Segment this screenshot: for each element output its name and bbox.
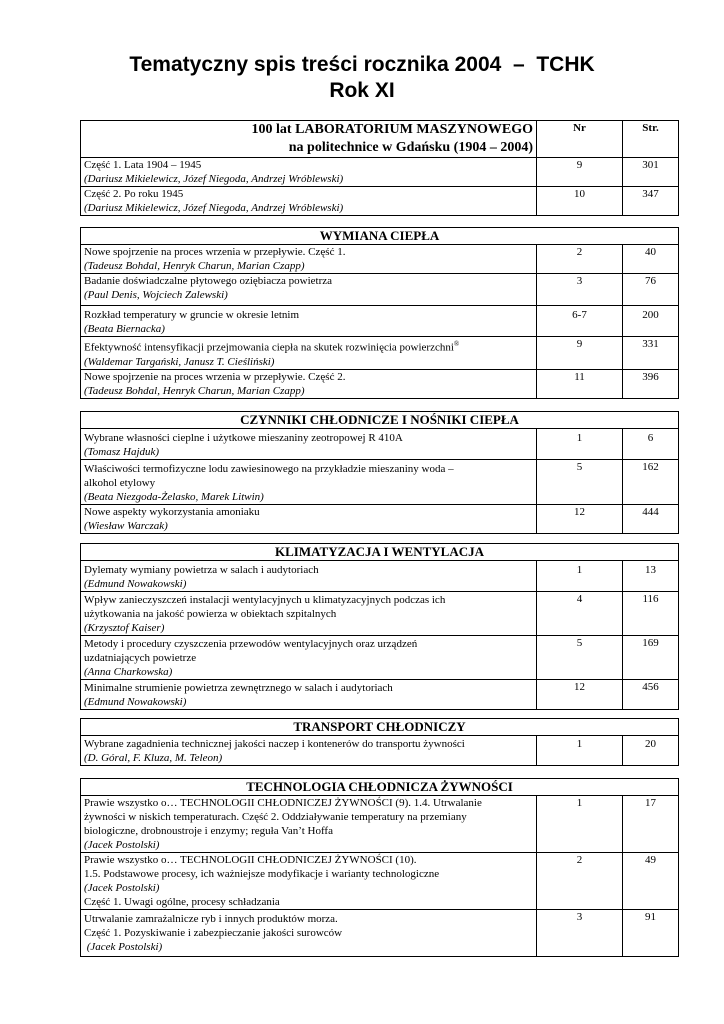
toc-entry <box>81 561 679 592</box>
entry-title: Część 2. Po roku 1945 <box>84 188 184 200</box>
entry-page: 301 <box>623 158 679 187</box>
entry-nr: 11 <box>537 369 623 398</box>
entry-nr: 5 <box>537 460 623 505</box>
entry-title: Prawie wszystko o… TECHNOLOGII CHŁODNICZEJ ŻYWNOŚCI (9). 1.4. Utrwalanie <box>84 797 482 809</box>
entry-title: Część 1. Pozyskiwanie i zabezpieczanie jakości surowców <box>84 927 343 939</box>
section-heading-line: na politechnice w Gdańsku (1904 – 2004) <box>288 140 533 155</box>
toc-entry <box>81 853 679 910</box>
toc-entry <box>81 245 679 274</box>
entry-nr: 12 <box>537 680 623 710</box>
entry-page: 396 <box>623 369 679 398</box>
entry-page: 331 <box>623 337 679 370</box>
toc-section-wymiana-ciepla <box>80 227 679 399</box>
toc-entry <box>81 306 679 337</box>
section-heading <box>81 121 537 158</box>
entry-page: 200 <box>623 306 679 337</box>
entry-title: 1.5. Podstawowe procesy, ich ważniejsze modyfikacje i warianty technologiczne <box>84 868 440 880</box>
toc-entry <box>81 796 679 853</box>
column-header-str: Str. <box>623 121 679 158</box>
section-heading: TECHNOLOGIA CHŁODNICZA ŻYWNOŚCI <box>81 779 679 796</box>
registered-mark: ® <box>453 340 460 348</box>
toc-entry <box>81 369 679 398</box>
entry-title: Część 1. Lata 1904 – 1945 <box>84 159 202 171</box>
entry-page: 6 <box>623 429 679 460</box>
toc-entry <box>81 736 679 766</box>
entry-nr: 2 <box>537 853 623 910</box>
section-heading: WYMIANA CIEPŁA <box>81 228 679 245</box>
entry-page: 444 <box>623 505 679 534</box>
entry-title: Efektywność intensyfikacji przejmowania ciepła na skutek rozwinięcia powierzchni® <box>84 340 460 354</box>
entry-page: 116 <box>623 592 679 636</box>
entry-nr: 10 <box>537 187 623 216</box>
entry-page: 91 <box>623 910 679 957</box>
entry-nr: 4 <box>537 592 623 636</box>
entry-authors: (Waldemar Targański, Janusz T. Cieśliński) <box>84 355 275 368</box>
section-heading: TRANSPORT CHŁODNICZY <box>81 719 679 736</box>
toc-entry <box>81 680 679 710</box>
section-heading-line: 100 lat LABORATORIUM MASZYNOWEGO <box>251 122 533 137</box>
toc-entry <box>81 158 679 187</box>
entry-page: 347 <box>623 187 679 216</box>
section-heading: CZYNNIKI CHŁODNICZE I NOŚNIKI CIEPŁA <box>81 412 679 429</box>
entry-nr: 1 <box>537 736 623 766</box>
entry-authors: (D. Góral, F. Kluza, M. Teleon) <box>84 752 223 764</box>
toc-entry <box>81 274 679 306</box>
entry-title: Minimalne strumienie powietrza zewnętrznego w salach i audytoriach <box>84 682 393 694</box>
toc-entry <box>81 505 679 534</box>
entry-page: 40 <box>623 245 679 274</box>
toc-section-transport <box>80 718 679 766</box>
entry-page: 76 <box>623 274 679 306</box>
toc-section-technologia <box>80 778 679 957</box>
entry-page: 20 <box>623 736 679 766</box>
entry-title: Rozkład temperatury w gruncie w okresie letnim <box>84 309 300 321</box>
entry-authors: (Krzysztof Kaiser) <box>84 622 165 634</box>
entry-title: Nowe spojrzenie na proces wrzenia w przepływie. Część 2. <box>84 370 346 383</box>
entry-title: Nowe spojrzenie na proces wrzenia w przepływie. Część 1. <box>84 246 346 258</box>
entry-title: użytkowania na jakość powierza w obiektach szpitalnych <box>84 608 337 620</box>
toc-entry <box>81 460 679 505</box>
entry-page: 17 <box>623 796 679 853</box>
entry-title: Prawie wszystko o… TECHNOLOGII CHŁODNICZEJ ŻYWNOŚCI (10). <box>84 854 417 866</box>
page-title <box>0 52 724 104</box>
toc-entry <box>81 592 679 636</box>
entry-note: Część 1. Uwagi ogólne, procesy schładzania <box>84 896 280 908</box>
entry-nr: 3 <box>537 910 623 957</box>
toc-entry <box>81 910 679 957</box>
entry-authors: (Tadeusz Bohdal, Henryk Charun, Marian Czapp) <box>84 384 305 397</box>
entry-title: Wpływ zanieczyszczeń instalacji wentylacyjnych u klimatyzacyjnych podczas ich <box>84 594 446 606</box>
toc-section-czynniki-chlodnicze <box>80 411 679 534</box>
entry-authors: (Dariusz Mikielewicz, Józef Niegoda, Andrzej Wróblewski) <box>84 202 344 214</box>
entry-title: Badanie doświadczalne płytowego oziębiacza powietrza <box>84 275 332 287</box>
entry-page: 456 <box>623 680 679 710</box>
entry-nr: 6-7 <box>537 306 623 337</box>
entry-nr: 9 <box>537 158 623 187</box>
entry-authors: (Beata Niezgoda-Żelasko, Marek Litwin) <box>84 491 264 503</box>
entry-authors: (Paul Denis, Wojciech Zalewski) <box>84 289 228 301</box>
entry-nr: 5 <box>537 636 623 680</box>
entry-page: 49 <box>623 853 679 910</box>
entry-nr: 12 <box>537 505 623 534</box>
entry-authors: (Jacek Postolski) <box>84 839 160 851</box>
entry-title: Wybrane zagadnienia technicznej jakości naczep i kontenerów do transportu żywności <box>84 738 465 750</box>
page-title-line-2: Rok XI <box>329 79 395 102</box>
entry-page: 162 <box>623 460 679 505</box>
toc-section-laboratorium <box>80 120 679 216</box>
toc-entry <box>81 429 679 460</box>
toc-section-klimatyzacja <box>80 543 679 710</box>
entry-nr: 2 <box>537 245 623 274</box>
entry-authors: (Tadeusz Bohdal, Henryk Charun, Marian Czapp) <box>84 260 305 272</box>
entry-authors: (Wiesław Warczak) <box>84 520 168 532</box>
toc-entry <box>81 337 679 370</box>
entry-title: żywności w niskich temperaturach. Część 2. Oddziaływanie temperatury na przemiany <box>84 811 467 823</box>
page-title-line-1: Tematyczny spis treści rocznika 2004 – TCHK <box>129 53 595 76</box>
entry-page: 169 <box>623 636 679 680</box>
entry-title: Dylematy wymiany powietrza w salach i audytoriach <box>84 564 319 576</box>
entry-authors: (Jacek Postolski) <box>84 882 160 894</box>
entry-authors: (Edmund Nowakowski) <box>84 578 187 590</box>
entry-nr: 3 <box>537 274 623 306</box>
entry-title: Właściwości termofizyczne lodu zawiesinowego na przykładzie mieszaniny woda – <box>84 463 454 475</box>
entry-page: 13 <box>623 561 679 592</box>
entry-title: uzdatniających powietrze <box>84 652 197 664</box>
entry-title: Metody i procedury czyszczenia przewodów wentylacyjnych oraz urządzeń <box>84 638 418 650</box>
toc-entry <box>81 187 679 216</box>
toc-entry <box>81 636 679 680</box>
entry-nr: 1 <box>537 561 623 592</box>
entry-nr: 1 <box>537 429 623 460</box>
entry-title: Utrwalanie zamrażalnicze ryb i innych produktów morza. <box>84 913 338 925</box>
entry-title: Wybrane własności cieplne i użytkowe mieszaniny zeotropowej R 410A <box>84 432 403 444</box>
entry-nr: 9 <box>537 337 623 370</box>
entry-title: Nowe aspekty wykorzystania amoniaku <box>84 506 260 518</box>
entry-authors: (Tomasz Hajduk) <box>84 446 160 458</box>
entry-authors: (Edmund Nowakowski) <box>84 696 187 708</box>
section-heading: KLIMATYZACJA I WENTYLACJA <box>81 544 679 561</box>
entry-nr: 1 <box>537 796 623 853</box>
entry-authors: (Anna Charkowska) <box>84 666 173 678</box>
entry-authors: (Dariusz Mikielewicz, Józef Niegoda, Andrzej Wróblewski) <box>84 173 344 185</box>
entry-authors: (Beata Biernacka) <box>84 323 165 335</box>
column-header-nr: Nr <box>537 121 623 158</box>
entry-title: biologiczne, drobnoustroje i enzymy; reguła Van’t Hoffa <box>84 825 333 837</box>
entry-authors: (Jacek Postolski) <box>84 941 163 953</box>
entry-title: alkohol etylowy <box>84 477 156 489</box>
